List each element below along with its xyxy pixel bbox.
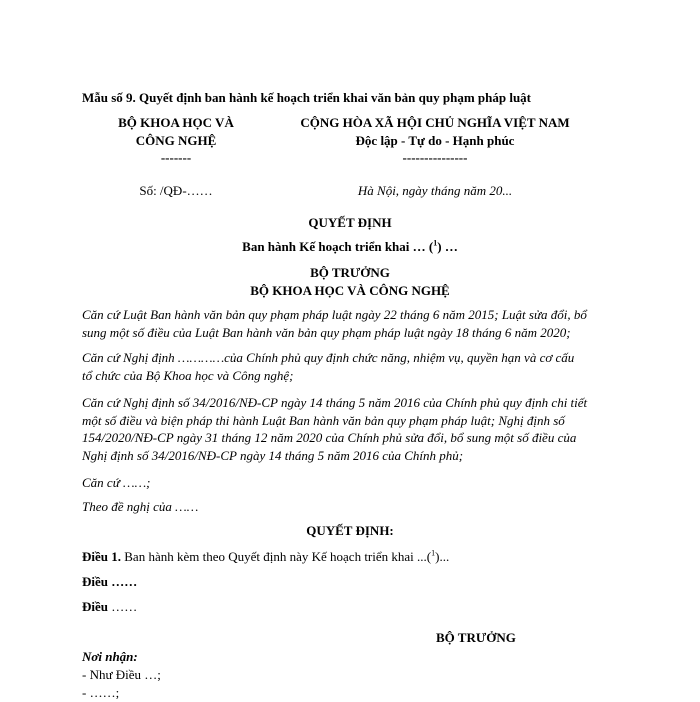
- preamble-line: Căn cứ Luật Ban hành văn bản quy phạm pháp luật ngày 22 tháng 6 năm 2015; Luật sửa đổi, bổ: [82, 307, 587, 322]
- recipients-label: Nơi nhận:: [82, 649, 138, 664]
- preamble-line: tổ chức của Bộ Khoa học và Công nghệ;: [82, 367, 294, 383]
- issuer-block: [0, 264, 700, 299]
- issuer-line2: BỘ KHOA HỌC VÀ CÔNG NGHỆ: [250, 282, 450, 298]
- article-3-label: Điều: [82, 599, 108, 614]
- state-line1: CỘNG HÒA XÃ HỘI CHỦ NGHĨA VIỆT NAM: [300, 115, 570, 130]
- subject-suffix: ) …: [437, 239, 458, 254]
- preamble-line: Căn cứ ……;: [82, 475, 151, 490]
- agency-divider: -------: [160, 150, 192, 166]
- preamble-para-4: [82, 474, 622, 492]
- decision-heading: QUYẾT ĐỊNH:: [306, 523, 394, 538]
- subject-prefix: Ban hành Kế hoạch triển khai … (: [242, 239, 434, 254]
- article-1-label: Điều 1.: [82, 549, 121, 564]
- preamble-line: Theo đề nghị của ……: [82, 499, 199, 514]
- article-1-text: Ban hành kèm theo Quyết định này Kế hoạch triển khai ...(: [121, 549, 432, 564]
- agency-line1: BỘ KHOA HỌC VÀ: [118, 115, 234, 130]
- state-line2: Độc lập - Tự do - Hạnh phúc: [355, 132, 515, 148]
- recipient-item: - ……;: [82, 685, 120, 700]
- article-2-label: Điều ……: [82, 574, 138, 589]
- article-3-text: ……: [108, 599, 138, 614]
- preamble-line: Nghị định số 34/2016/NĐ-CP ngày 14 tháng 5 năm 2016 của Chính phủ;: [82, 447, 464, 463]
- signature-title: BỘ TRƯỞNG: [436, 630, 516, 645]
- preamble-line: Căn cứ Nghị định số 34/2016/NĐ-CP ngày 14 tháng 5 năm 2016 của Chính phủ quy định chi tiết: [82, 395, 588, 410]
- article-1: [82, 548, 449, 566]
- doc-type-title: QUYẾT ĐỊNH: [308, 215, 392, 230]
- article-3: [82, 598, 137, 616]
- preamble-para-3: [82, 394, 622, 464]
- preamble-para-5: [82, 498, 622, 516]
- doc-subject: [0, 238, 700, 256]
- state-header: [285, 114, 585, 167]
- state-divider: ---------------: [402, 150, 468, 166]
- issuer-line1: BỘ TRƯỞNG: [310, 265, 390, 280]
- preamble-para-1: [82, 306, 622, 341]
- recipient-item: - Như Điều …;: [82, 667, 161, 682]
- preamble-line: một số điều và biện pháp thi hành Luật Ban hành văn bản quy phạm pháp luật; Nghị định số: [82, 412, 565, 428]
- agency-header: [96, 114, 256, 167]
- place-date: Hà Nội, ngày tháng năm 20...: [357, 183, 513, 198]
- preamble-line: Căn cứ Nghị định …………của Chính phủ quy định chức năng, nhiệm vụ, quyền hạn và cơ cấu: [82, 350, 575, 365]
- preamble-line: 154/2020/NĐ-CP ngày 31 tháng 12 năm 2020 của Chính phủ sửa đổi, bổ sung một số điều của: [82, 430, 577, 446]
- preamble-line: sung một số điều của Luật Ban hành văn bản quy phạm pháp luật ngày 18 tháng 6 năm 2020;: [82, 324, 571, 340]
- article-1-footnote-marker: 1: [431, 548, 436, 558]
- article-1-suffix: )...: [435, 549, 450, 564]
- form-title: Mẫu số 9. Quyết định ban hành kế hoạch triển khai văn bản quy phạm pháp luật: [82, 90, 532, 105]
- agency-line2: CÔNG NGHỆ: [135, 132, 217, 148]
- document-number: Số: /QĐ-……: [139, 183, 213, 198]
- preamble-para-2: [82, 349, 622, 384]
- subject-footnote-marker: 1: [433, 238, 438, 248]
